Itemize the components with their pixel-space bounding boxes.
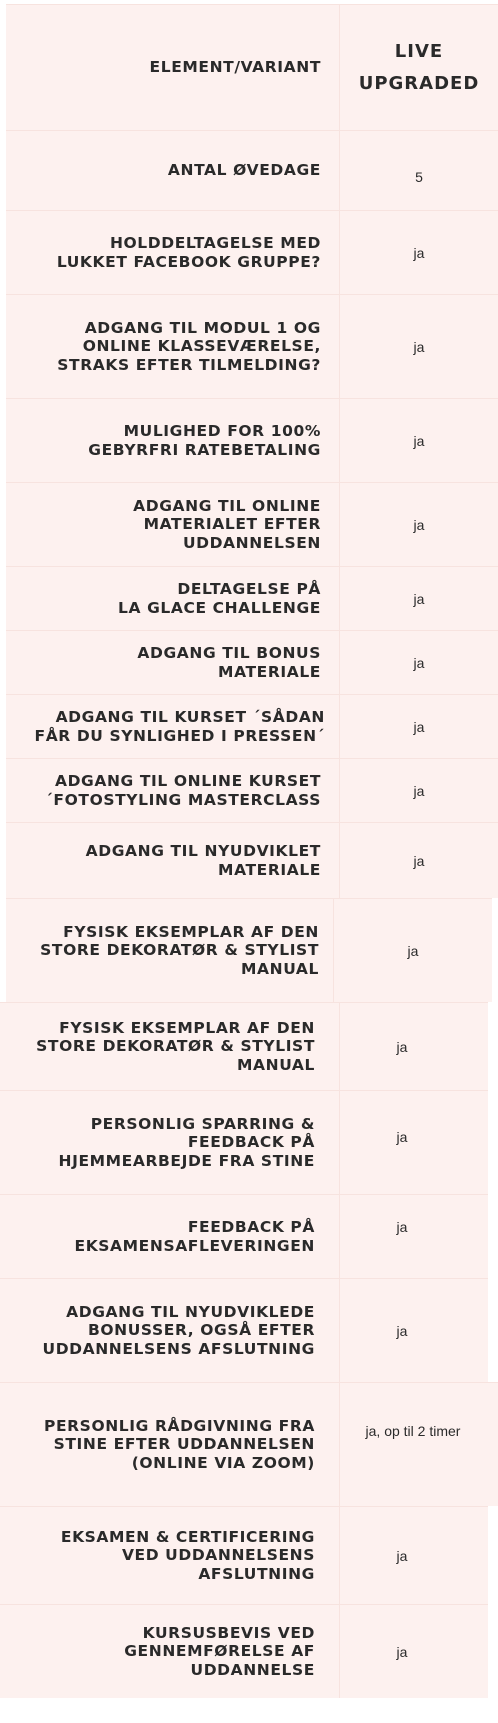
row-value-cell <box>340 1382 498 1506</box>
row-label-cell <box>6 294 340 398</box>
table-row <box>0 566 498 630</box>
row-value-cell <box>340 1194 488 1278</box>
table-row <box>0 130 498 210</box>
row-value-cell <box>340 822 498 898</box>
row-value: ja <box>413 516 425 533</box>
row-value-cell <box>340 1090 488 1194</box>
row-label-cell <box>6 210 340 294</box>
row-value-cell <box>340 210 498 294</box>
row-label-cell <box>0 1506 340 1604</box>
row-label-cell <box>0 1002 340 1090</box>
row-value-cell <box>340 1506 488 1604</box>
header-element-cell <box>6 4 340 130</box>
row-label: FYSISK EKSEMPLAR AF DEN STORE DEKORATØR & STYLIST MANUAL <box>36 1018 315 1074</box>
row-value: ja <box>407 942 419 959</box>
row-value-cell <box>334 898 492 1002</box>
row-label: FEEDBACK PÅ EKSAMENSAFLEVERINGEN <box>74 1218 315 1255</box>
header-element-label: ELEMENT/VARIANT <box>149 58 321 77</box>
row-label: FYSISK EKSEMPLAR AF DEN STORE DEKORATØR & STYLIST MANUAL <box>40 922 319 978</box>
row-label: KURSUSBEVIS VED GENNEMFØRELSE AF UDDANNELSE <box>124 1623 315 1679</box>
row-label-cell <box>6 758 340 822</box>
row-value: ja <box>413 432 425 449</box>
row-value-cell <box>340 398 498 482</box>
table-row <box>0 694 498 758</box>
row-value: ja <box>396 1038 408 1055</box>
row-label-cell <box>6 898 334 1002</box>
row-value: ja <box>413 852 425 869</box>
row-value: ja <box>413 338 425 355</box>
table-row <box>0 210 498 294</box>
row-label: ADGANG TIL ONLINE MATERIALET EFTER UDDANNELSEN <box>133 496 321 552</box>
table-row <box>0 1278 498 1382</box>
row-label: MULIGHED FOR 100% GEBYRFRI RATEBETALING <box>88 422 321 459</box>
row-label-cell <box>6 398 340 482</box>
row-value: ja <box>396 1219 408 1235</box>
row-label: PERSONLIG RÅDGIVNING FRA STINE EFTER UDDANNELSEN (ONLINE VIA ZOOM) <box>44 1416 315 1472</box>
row-value-cell <box>340 694 498 758</box>
table-row <box>0 1604 498 1698</box>
row-label: ADGANG TIL NYUDVIKLEDE BONUSSER, OGSÅ EFTER UDDANNELSENS AFSLUTNING <box>42 1302 315 1358</box>
row-value-cell <box>340 130 498 210</box>
row-value-cell <box>340 1604 488 1698</box>
row-value-cell <box>340 630 498 694</box>
row-value: ja <box>413 244 425 261</box>
row-label: ADGANG TIL NYUDVIKLET MATERIALE <box>85 842 321 879</box>
row-label-cell <box>6 822 340 898</box>
row-label-cell <box>6 630 340 694</box>
row-value-cell <box>340 1002 488 1090</box>
row-value: ja <box>413 782 425 799</box>
table-row <box>0 294 498 398</box>
row-label-cell <box>6 130 340 210</box>
row-label-cell <box>0 1194 340 1278</box>
table-row <box>0 398 498 482</box>
row-label-cell <box>6 694 340 758</box>
table-row <box>0 1090 498 1194</box>
row-value-cell <box>340 482 498 566</box>
row-value: ja <box>413 654 425 671</box>
table-row <box>0 758 498 822</box>
row-label: ADGANG TIL KURSET ´SÅDAN FÅR DU SYNLIGHED I PRESSEN´ <box>34 708 325 745</box>
row-value: ja <box>413 590 425 607</box>
row-value: ja <box>396 1643 408 1660</box>
row-value: ja <box>396 1129 408 1145</box>
row-label: EKSAMEN & CERTIFICERING VED UDDANNELSENS AFSLUTNING <box>60 1527 315 1583</box>
table-row <box>0 898 498 1002</box>
row-label: PERSONLIG SPARRING & FEEDBACK PÅ HJEMMEARBEJDE FRA STINE <box>58 1114 315 1170</box>
row-label-cell <box>0 1090 340 1194</box>
table-row <box>0 822 498 898</box>
row-label: ANTAL ØVEDAGE <box>167 161 321 180</box>
header-variant-label: LIVE UPGRADED <box>358 40 480 94</box>
row-value-cell <box>340 758 498 822</box>
row-value: ja <box>396 1322 408 1339</box>
row-label: DELTAGELSE PÅ LA GLACE CHALLENGE <box>118 580 321 617</box>
table-row <box>0 630 498 694</box>
row-value: ja, op til 2 timer <box>365 1423 461 1439</box>
row-label: HOLDDELTAGELSE MED LUKKET FACEBOOK GRUPPE? <box>56 234 321 271</box>
header-variant-cell <box>340 4 498 130</box>
row-label: ADGANG TIL ONLINE KURSET ´FOTOSTYLING MASTERCLASS <box>45 772 321 809</box>
row-label: ADGANG TIL MODUL 1 OG ONLINE KLASSEVÆRELSE, STRAKS EFTER TILMELDING? <box>57 318 321 374</box>
table-row <box>0 1194 498 1278</box>
row-value-cell <box>340 1278 488 1382</box>
row-value-cell <box>340 294 498 398</box>
table-row <box>0 1382 498 1506</box>
row-label-cell <box>6 482 340 566</box>
row-label-cell <box>0 1382 340 1506</box>
header-row <box>0 4 498 130</box>
row-value-cell <box>340 566 498 630</box>
table-row <box>0 1002 498 1090</box>
row-label-cell <box>0 1604 340 1698</box>
table-row <box>0 1506 498 1604</box>
row-label-cell <box>0 1278 340 1382</box>
row-value: ja <box>396 1547 408 1564</box>
row-label-cell <box>6 566 340 630</box>
row-value: ja <box>413 718 425 735</box>
table-row <box>0 482 498 566</box>
row-label: ADGANG TIL BONUS MATERIALE <box>137 644 321 681</box>
row-value: 5 <box>415 168 423 185</box>
